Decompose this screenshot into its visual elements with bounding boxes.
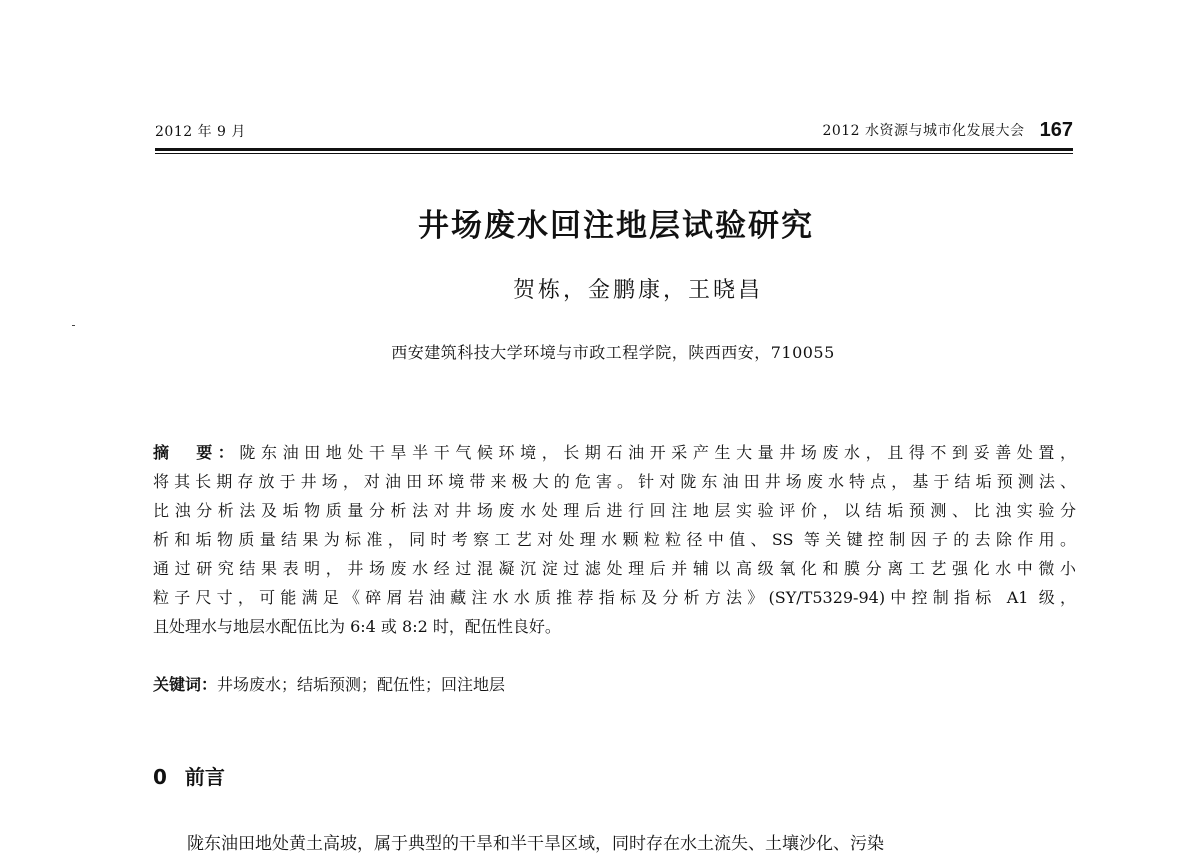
running-header (155, 119, 1073, 146)
header-rule-thick (155, 148, 1073, 151)
scan-artifact-dot (72, 325, 75, 326)
keywords-block (153, 670, 1076, 699)
header-date: 2012 年 9 月 (155, 124, 246, 140)
abstract-line-2: 将其长期存放于井场，对油田环境带来极大的危害。针对陇东油田井场废水特点，基于结垢预测法、 (153, 472, 1076, 491)
abstract-label: 摘 要： (153, 443, 240, 462)
abstract-line-3: 比浊分析法及垢物质量分析法对井场废水处理后进行回注地层实验评价，以结垢预测、比浊实验分 (153, 501, 1076, 520)
abstract-text-line: 陇东油田地处干旱半干气候环境，长期石油开采产生大量井场废水，且得不到妥善处置， (239, 443, 1076, 462)
page-number: 167 (1039, 119, 1073, 141)
paper-title: 井场废水回注地层试验研究 (418, 208, 814, 244)
section-heading (153, 763, 225, 791)
header-conference-block (822, 118, 1073, 143)
abstract-line-4: 析和垢物质量结果为标准，同时考察工艺对处理水颗粒粒径中值、SS 等关键控制因子的去除作用。 (153, 530, 1076, 549)
abstract-line-5: 通过研究结果表明，井场废水经过混凝沉淀过滤处理后并辅以高级氧化和膜分离工艺强化水中微小 (153, 559, 1076, 578)
abstract-line-6: 粒子尺寸，可能满足《碎屑岩油藏注水水质推荐指标及分析方法》(SY/T5329-94)中控制指标 A1 级， (153, 588, 1076, 607)
section-title: 前言 (184, 765, 225, 789)
body-paragraph: 陇东油田地处黄土高坡，属于典型的干旱和半干旱区域，同时存在水土流失、土壤沙化、污染 (187, 834, 884, 854)
paper-authors: 贺栋，金鹏康，王晓昌 (512, 278, 763, 303)
abstract-line-7: 且处理水与地层水配伍比为 6:4 或 8:2 时，配伍性良好。 (153, 617, 561, 636)
section-number: 0 (153, 765, 167, 789)
keywords-label: 关键词： (153, 675, 218, 694)
abstract-line-1 (153, 438, 1076, 467)
header-conference-name: 2012 水资源与城市化发展大会 (822, 123, 1025, 139)
keywords-text: 井场废水；结垢预测；配伍性；回注地层 (217, 675, 506, 694)
paper-affiliation: 西安建筑科技大学环境与市政工程学院，陕西西安，710055 (391, 343, 835, 362)
header-rule-thin (155, 153, 1073, 154)
abstract-block (153, 438, 1076, 641)
